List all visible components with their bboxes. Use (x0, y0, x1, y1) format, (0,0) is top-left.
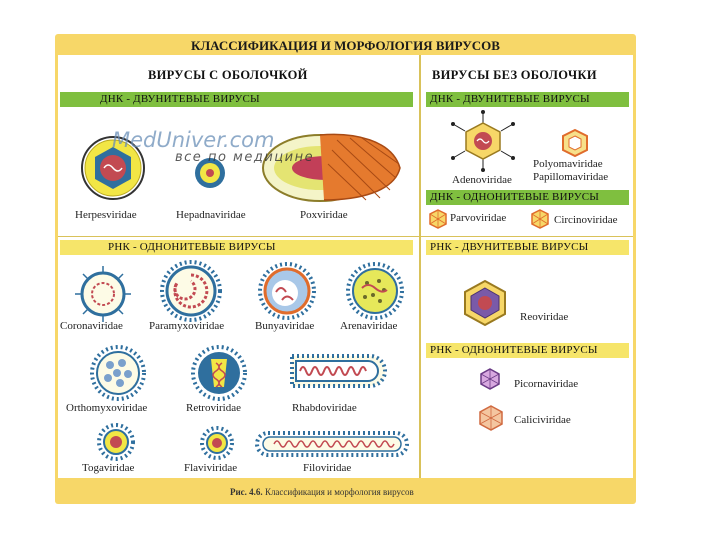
adenoviridae-virion (449, 110, 517, 172)
filoviridae-virion (262, 430, 410, 458)
polyomaviridae-label: Polyomaviridae (533, 158, 603, 170)
orthomyxoviridae-virion (90, 345, 146, 401)
naked-dna-ds-band: ДНК - ДВУНИТЕВЫЕ ВИРУСЫ (426, 92, 629, 107)
rhabdoviridae-label: Rhabdoviridae (292, 402, 357, 414)
naked-dna-ss-band: ДНК - ОДНОНИТЕВЫЕ ВИРУСЫ (426, 190, 629, 205)
papillomaviridae-label: Papillomaviridae (533, 171, 609, 183)
orthomyxoviridae-label: Orthomyxoviridae (66, 402, 148, 414)
flaviviridae-virion (200, 426, 234, 460)
watermark-site: MedUniver.com (112, 128, 275, 152)
hepadnaviridae-label: Hepadnaviridae (176, 209, 246, 221)
caption-number: Рис. 4.6. (230, 487, 263, 497)
picornaviridae-virion (479, 368, 501, 390)
poxviridae-virion (262, 130, 404, 202)
caliciviridae-label: Caliciviridae (514, 414, 571, 426)
arenaviridae-virion (346, 262, 404, 320)
coronaviridae-virion (75, 266, 131, 322)
togaviridae-virion (97, 423, 135, 461)
naked-header: ВИРУСЫ БЕЗ ОБОЛОЧКИ (432, 68, 597, 82)
enveloped-rna-band: РНК - ОДНОНИТЕВЫЕ ВИРУСЫ (60, 240, 413, 255)
circinoviridae-virion (530, 209, 550, 229)
parvoviridae-label: Parvoviridae (450, 212, 507, 224)
bunyaviridae-label: Bunyaviridae (255, 320, 315, 332)
enveloped-dna-band: ДНК - ДВУНИТЕВЫЕ ВИРУСЫ (60, 92, 413, 107)
parvoviridae-virion (428, 209, 448, 229)
reoviridae-label: Reoviridae (520, 311, 569, 323)
bunyaviridae-virion (258, 262, 316, 320)
column-divider (419, 55, 421, 478)
naked-rna-ss-band: РНК - ОДНОНИТЕВЫЕ ВИРУСЫ (426, 343, 629, 358)
picornaviridae-label: Picornaviridae (514, 378, 579, 390)
herpesviridae-label: Herpesviridae (75, 209, 137, 221)
polyomaviridae-virion (560, 128, 590, 158)
caliciviridae-virion (478, 405, 504, 431)
watermark-tagline: все по медицине (175, 150, 315, 165)
caption-text: Классификация и морфология вирусов (264, 487, 414, 497)
adenoviridae-label: Adenoviridae (452, 174, 512, 186)
left-row-divider (58, 236, 419, 237)
paramyxoviridae-label: Paramyxoviridae (149, 320, 225, 332)
enveloped-header: ВИРУСЫ С ОБОЛОЧКОЙ (148, 68, 308, 82)
naked-rna-ds-band: РНК - ДВУНИТЕВЫЕ ВИРУСЫ (426, 240, 629, 255)
coronaviridae-label: Coronaviridae (60, 320, 123, 332)
figure-caption (230, 487, 414, 497)
paramyxoviridae-virion (160, 260, 222, 322)
diagram-title: КЛАССИФИКАЦИЯ И МОРФОЛОГИЯ ВИРУСОВ (191, 38, 500, 53)
arenaviridae-label: Arenaviridae (340, 320, 398, 332)
poxviridae-label: Poxviridae (300, 209, 348, 221)
retroviridae-label: Retroviridae (186, 402, 241, 414)
flaviviridae-label: Flaviviridae (184, 462, 238, 474)
right-row-divider (421, 236, 633, 237)
retroviridae-virion (191, 345, 247, 401)
rhabdoviridae-virion (290, 352, 388, 390)
filoviridae-label: Filoviridae (303, 462, 352, 474)
reoviridae-virion (462, 280, 508, 326)
togaviridae-label: Togaviridae (82, 462, 135, 474)
circinoviridae-label: Circinoviridae (554, 214, 618, 226)
